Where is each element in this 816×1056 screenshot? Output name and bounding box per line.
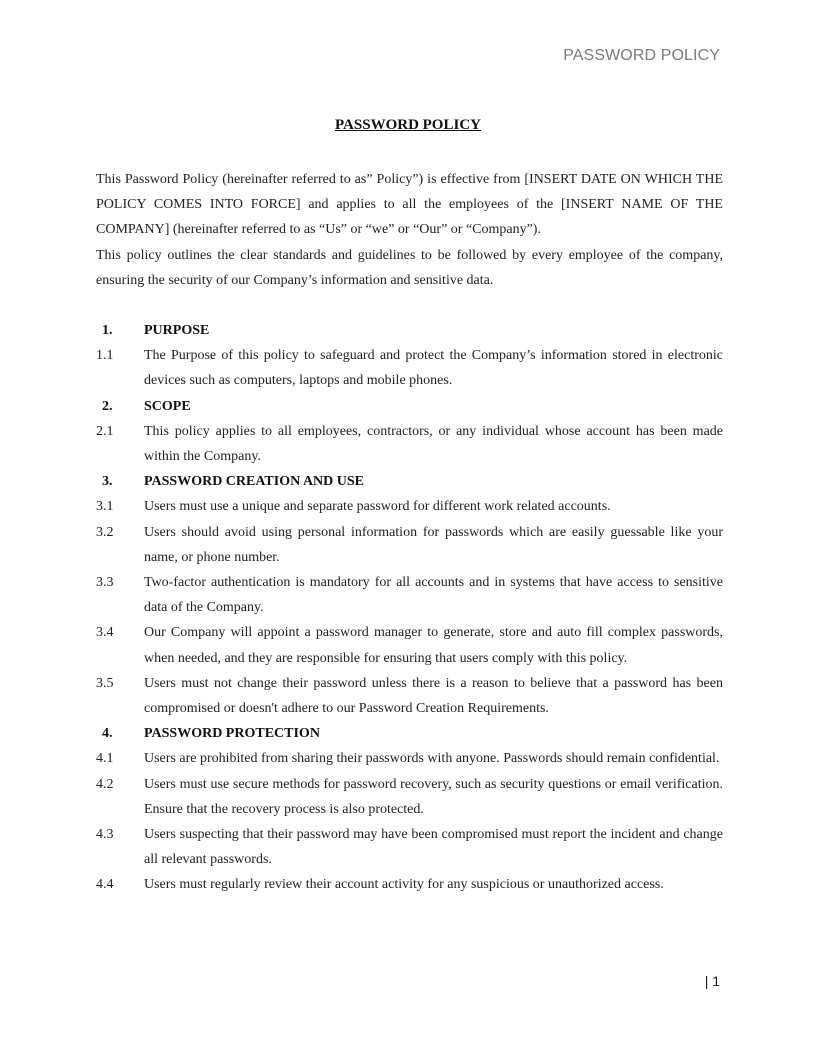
clause-text: Users are prohibited from sharing their passwords with anyone. Passwords should remain confidential. (144, 751, 720, 767)
running-header: PASSWORD POLICY (563, 47, 720, 64)
clause-number: 4.1 (96, 751, 114, 767)
section-heading (96, 469, 723, 494)
section-title: PASSWORD PROTECTION (144, 726, 320, 742)
clause-number: 3.2 (96, 524, 114, 540)
page-number: | 1 (704, 973, 720, 989)
clause (96, 746, 723, 771)
section-number: 2. (102, 398, 113, 414)
clause-number: 3.4 (96, 625, 114, 641)
section-number: 4. (102, 726, 113, 742)
clause-text: The Purpose of this policy to safeguard and protect the Company’s information stored in electronic devices such as computers, laptops and mobile phones. (144, 348, 723, 389)
section-heading (96, 394, 723, 419)
section-heading (96, 318, 723, 343)
clause-text: Users must not change their password unless there is a reason to believe that a password has been compromised or doesn't adhere to our Password Creation Requirements. (144, 675, 723, 717)
intro-paragraph: This policy outlines the clear standards and guidelines to be followed by every employee of the company, ensuring the security of our Company’s information and sensitive data. (96, 247, 723, 288)
clause-text: This policy applies to all employees, contractors, or any individual whose account has been made within the Company. (144, 423, 723, 465)
section-heading (96, 721, 723, 746)
clause-text: Our Company will appoint a password manager to generate, store and auto fill complex passwords, when needed, and they are responsible for ensuring that users comply with this policy. (144, 625, 723, 666)
clause-number: 3.3 (96, 575, 114, 591)
section-title: SCOPE (144, 398, 191, 414)
intro-paragraph: This Password Policy (hereinafter referred to as” Policy”) is effective from [INSERT DATE ON WHICH THE POLICY COMES INTO FORCE] and applies to all the employees of the [INSERT NAME OF THE COMPANY] (hereinafter referred to as “Us” or “we” or “Our” or “Company”). (96, 172, 723, 238)
clause-text: Users must use secure methods for password recovery, such as security questions or email verification. Ensure that the recovery process is also protected. (144, 776, 723, 817)
clause (96, 620, 723, 670)
clause-text: Users suspecting that their password may have been compromised must report the incident and change all relevant passwords. (144, 827, 723, 868)
clause (96, 872, 723, 897)
section-number: 1. (102, 323, 113, 339)
clause (96, 671, 723, 721)
document-title: PASSWORD POLICY (335, 117, 481, 133)
clause-number: 2.1 (96, 423, 114, 439)
clause-number: 4.3 (96, 827, 114, 843)
document-body (96, 167, 723, 898)
clause (96, 419, 723, 469)
section-number: 3. (102, 474, 113, 490)
policy-sections (96, 318, 723, 898)
clause-text: Users must use a unique and separate password for different work related accounts. (144, 499, 611, 515)
clause-number: 4.2 (96, 776, 114, 792)
clause (96, 494, 723, 519)
clause (96, 343, 723, 393)
clause-number: 4.4 (96, 877, 114, 893)
clause-text: Users must regularly review their account activity for any suspicious or unauthorized access. (144, 877, 664, 893)
clause (96, 520, 723, 570)
clause-number: 3.1 (96, 499, 114, 515)
section-title: PURPOSE (144, 323, 210, 339)
clause-text: Two-factor authentication is mandatory for all accounts and in systems that have access to sensitive data of the Company. (144, 575, 723, 616)
clause-text: Users should avoid using personal information for passwords which are easily guessable like your name, or phone number. (144, 524, 723, 565)
section-title: PASSWORD CREATION AND USE (144, 474, 365, 490)
clause (96, 822, 723, 872)
clause (96, 570, 723, 620)
clause-number: 3.5 (96, 675, 114, 691)
intro (96, 167, 723, 293)
clause (96, 772, 723, 822)
clause-number: 1.1 (96, 348, 114, 364)
